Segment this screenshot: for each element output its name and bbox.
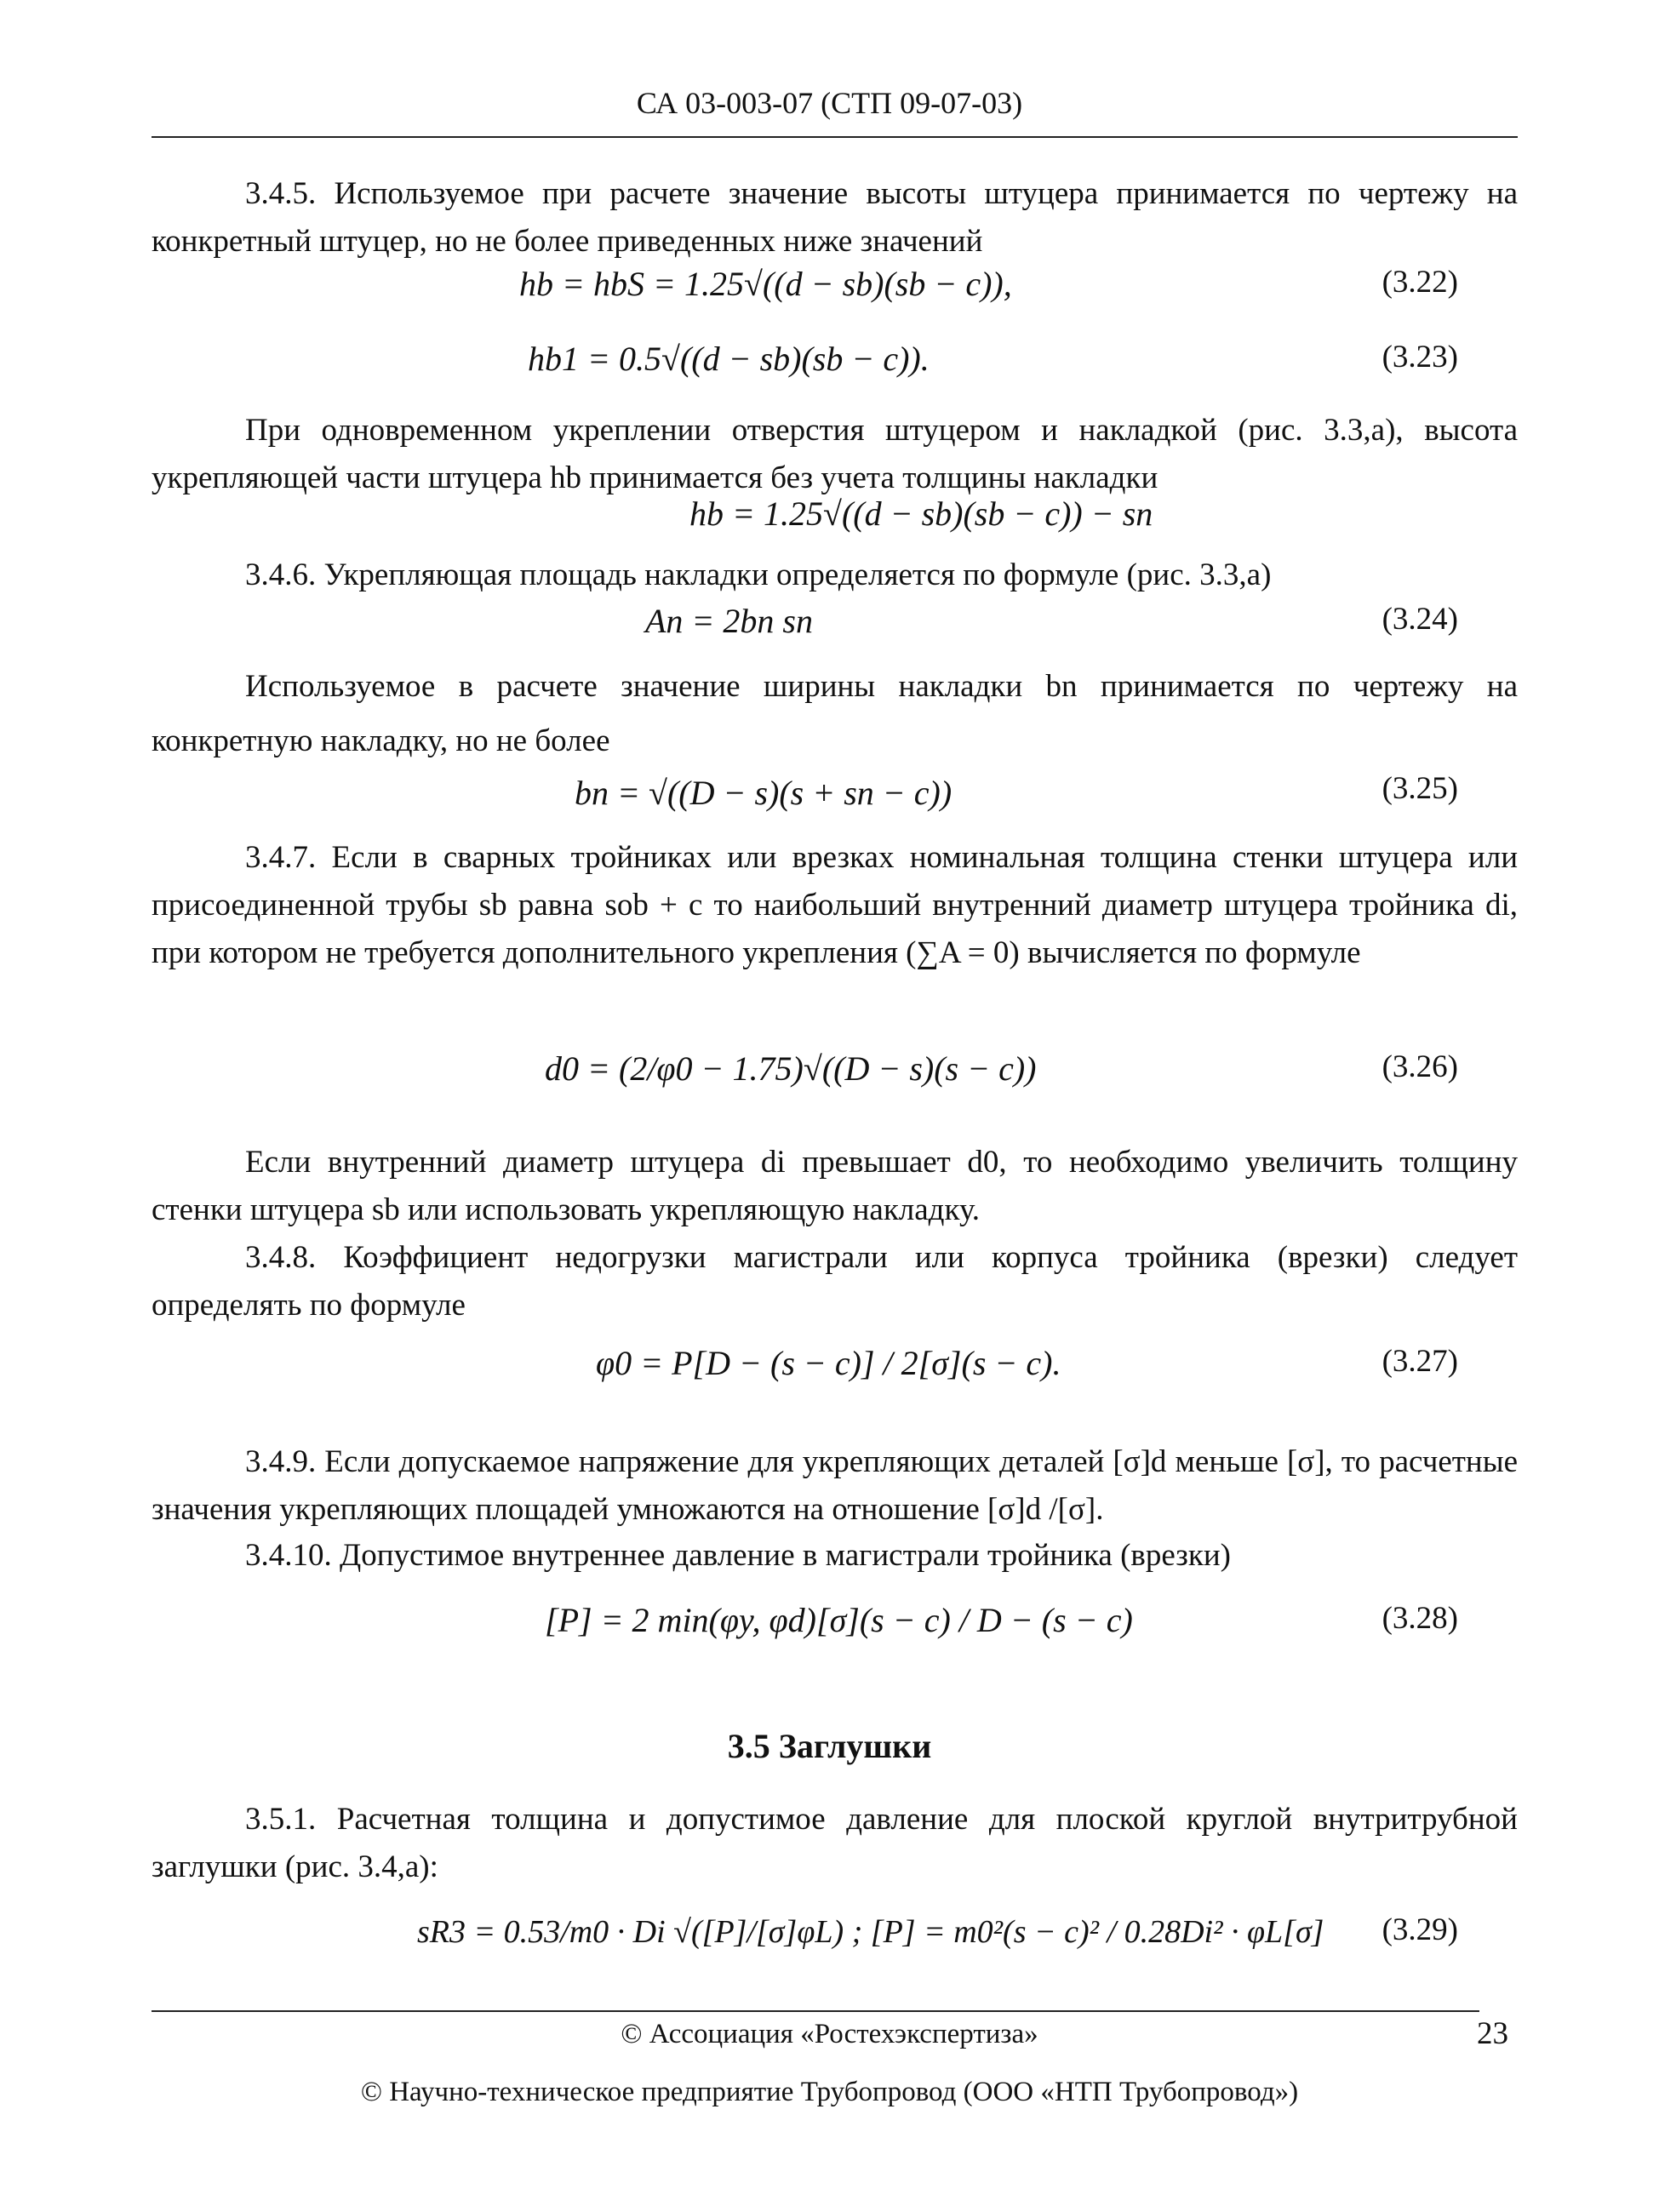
- equation-3-26: d0 = (2/φ0 − 1.75)√((D − s)(s − c)): [545, 1049, 1037, 1088]
- equation-3-23: hb1 = 0.5√((d − sb)(sb − c)).: [528, 340, 930, 378]
- page-number: 23: [1477, 2016, 1508, 2051]
- equation-number-3-22: (3.22): [1382, 265, 1458, 300]
- header-doc-code: СА 03-003-07 (СТП 09-07-03): [636, 86, 1023, 120]
- footer-association: © Ассоциация «Ростехэкспертиза»: [621, 2019, 1038, 2049]
- paragraph-overlay: При одновременном укреплении отверстия штуцером и накладкой (рис. 3.3,а), высота укрепляющей части штуцера hb принимается без учета толщины накладки: [152, 413, 1518, 495]
- paragraph-3-4-9: 3.4.9. Если допускаемое напряжение для укрепляющих деталей [σ]d меньше [σ], то расчетные значения укрепляющих площадей умножаются на отношение [σ]d /[σ].: [152, 1444, 1518, 1527]
- equation-3-28: [P] = 2 min(φy, φd)[σ](s − c) / D − (s − c): [545, 1601, 1133, 1639]
- paragraph-3-5-1: 3.5.1. Расчетная толщина и допустимое давление для плоской круглой внутритрубной заглушки (рис. 3.4,а):: [152, 1802, 1518, 1884]
- equation-number-3-24: (3.24): [1382, 602, 1458, 637]
- paragraph-3-4-6: 3.4.6. Укрепляющая площадь накладки определяется по формуле (рис. 3.3,а): [245, 557, 1272, 592]
- equation-hb-overlay: hb = 1.25√((d − sb)(sb − c)) − sn: [689, 494, 1153, 533]
- footer-enterprise: © Научно-техническое предприятие Трубопровод (ООО «НТП Трубопровод»): [360, 2077, 1299, 2107]
- equation-3-22: hb = hbS = 1.25√((d − sb)(sb − c)),: [519, 265, 1012, 303]
- equation-number-3-28: (3.28): [1382, 1601, 1458, 1636]
- equation-number-3-23: (3.23): [1382, 340, 1458, 374]
- equation-3-29: sR3 = 0.53/m0 · Di √([P]/[σ]φL) ; [P] = m0²(s − c)² / 0.28Di² · φL[σ]: [417, 1914, 1324, 1950]
- equation-3-24: An = 2bn sn: [645, 602, 813, 640]
- equation-number-3-29: (3.29): [1382, 1912, 1458, 1947]
- section-heading-3-5: 3.5 Заглушки: [727, 1727, 932, 1765]
- paragraph-3-4-10: 3.4.10. Допустимое внутреннее давление в магистрали тройника (врезки): [245, 1538, 1231, 1573]
- footer-rule: [152, 2010, 1479, 2012]
- paragraph-width: Используемое в расчете значение ширины накладки bn принимается по чертежу на конкретную накладку, но не более: [152, 669, 1518, 758]
- equation-number-3-27: (3.27): [1382, 1344, 1458, 1379]
- equation-number-3-26: (3.26): [1382, 1049, 1458, 1084]
- paragraph-di-exceeds: Если внутренний диаметр штуцера di превышает d0, то необходимо увеличить толщину стенки штуцера sb или использовать укрепляющую накладку.: [152, 1145, 1518, 1227]
- paragraph-3-4-5: 3.4.5. Используемое при расчете значение высоты штуцера принимается по чертежу на конкретный штуцер, но не более приведенных ниже значений: [152, 176, 1518, 259]
- equation-3-27: φ0 = P[D − (s − c)] / 2[σ](s − c).: [596, 1344, 1061, 1382]
- paragraph-3-4-7: 3.4.7. Если в сварных тройниках или врезках номинальная толщина стенки штуцера или присоединенной трубы sb равна sob + c то наибольший внутренний диаметр штуцера тройника di, при котором не требуется дополнительного укрепления (∑A = 0) вычисляется по формуле: [152, 840, 1518, 970]
- equation-number-3-25: (3.25): [1382, 771, 1458, 806]
- paragraph-3-4-8: 3.4.8. Коэффициент недогрузки магистрали или корпуса тройника (врезки) следует определять по формуле: [152, 1240, 1518, 1323]
- equation-3-25: bn = √((D − s)(s + sn − c)): [575, 774, 952, 812]
- header-rule: [152, 136, 1518, 138]
